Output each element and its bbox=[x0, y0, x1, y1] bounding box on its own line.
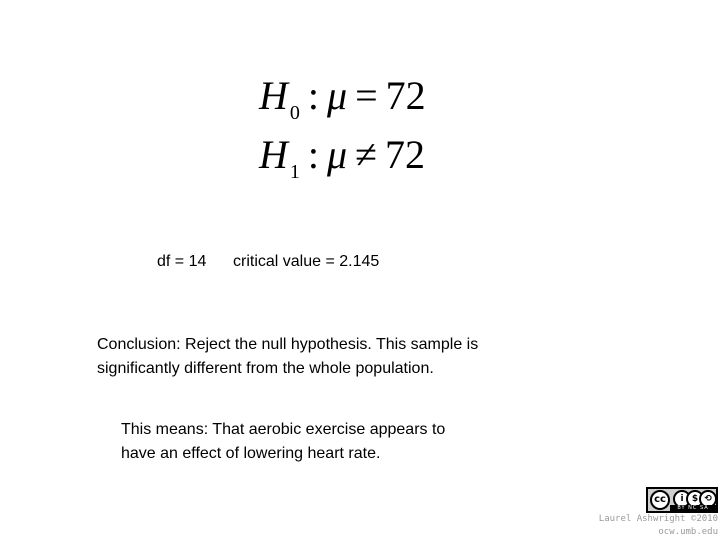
conclusion-line-2: significantly different from the whole population. bbox=[97, 360, 434, 377]
attribution-icon: i bbox=[673, 490, 691, 508]
license-strip: BY NC SA bbox=[670, 505, 716, 511]
cc-icon: cc bbox=[650, 490, 670, 510]
h-subscript: 0 bbox=[289, 102, 300, 124]
conclusion-line-1: Conclusion: Reject the null hypothesis. This sample is bbox=[97, 336, 479, 353]
meaning-text bbox=[121, 418, 445, 466]
conclusion-text bbox=[97, 333, 478, 381]
h-symbol: H bbox=[259, 132, 288, 177]
sharealike-icon: ⟲ bbox=[699, 490, 717, 508]
mu-symbol: μ bbox=[327, 132, 348, 177]
meaning-line-2: have an effect of lowering heart rate. bbox=[121, 445, 381, 462]
hypothesized-value: 72 bbox=[385, 132, 426, 177]
meaning-line-1: This means: That aerobic exercise appears to bbox=[121, 421, 446, 438]
h-subscript: 1 bbox=[289, 161, 300, 183]
hypothesized-value: 72 bbox=[385, 73, 426, 118]
author-credit: Laurel Ashwright ©2010 bbox=[598, 514, 718, 524]
source-url: ocw.umb.edu bbox=[658, 527, 718, 537]
colon: : bbox=[307, 132, 320, 177]
colon: : bbox=[307, 73, 320, 118]
null-hypothesis-equation bbox=[259, 73, 426, 124]
critical-value: critical value = 2.145 bbox=[233, 253, 380, 270]
noncommercial-icon: $ bbox=[686, 490, 704, 508]
relation-not-equal: ≠ bbox=[355, 132, 378, 177]
degrees-of-freedom: df = 14 bbox=[157, 253, 207, 270]
alternative-hypothesis-equation bbox=[259, 132, 426, 183]
creative-commons-license-badge bbox=[646, 487, 718, 513]
h-symbol: H bbox=[259, 73, 288, 118]
mu-symbol: μ bbox=[327, 73, 348, 118]
relation-equals: = bbox=[355, 73, 378, 118]
